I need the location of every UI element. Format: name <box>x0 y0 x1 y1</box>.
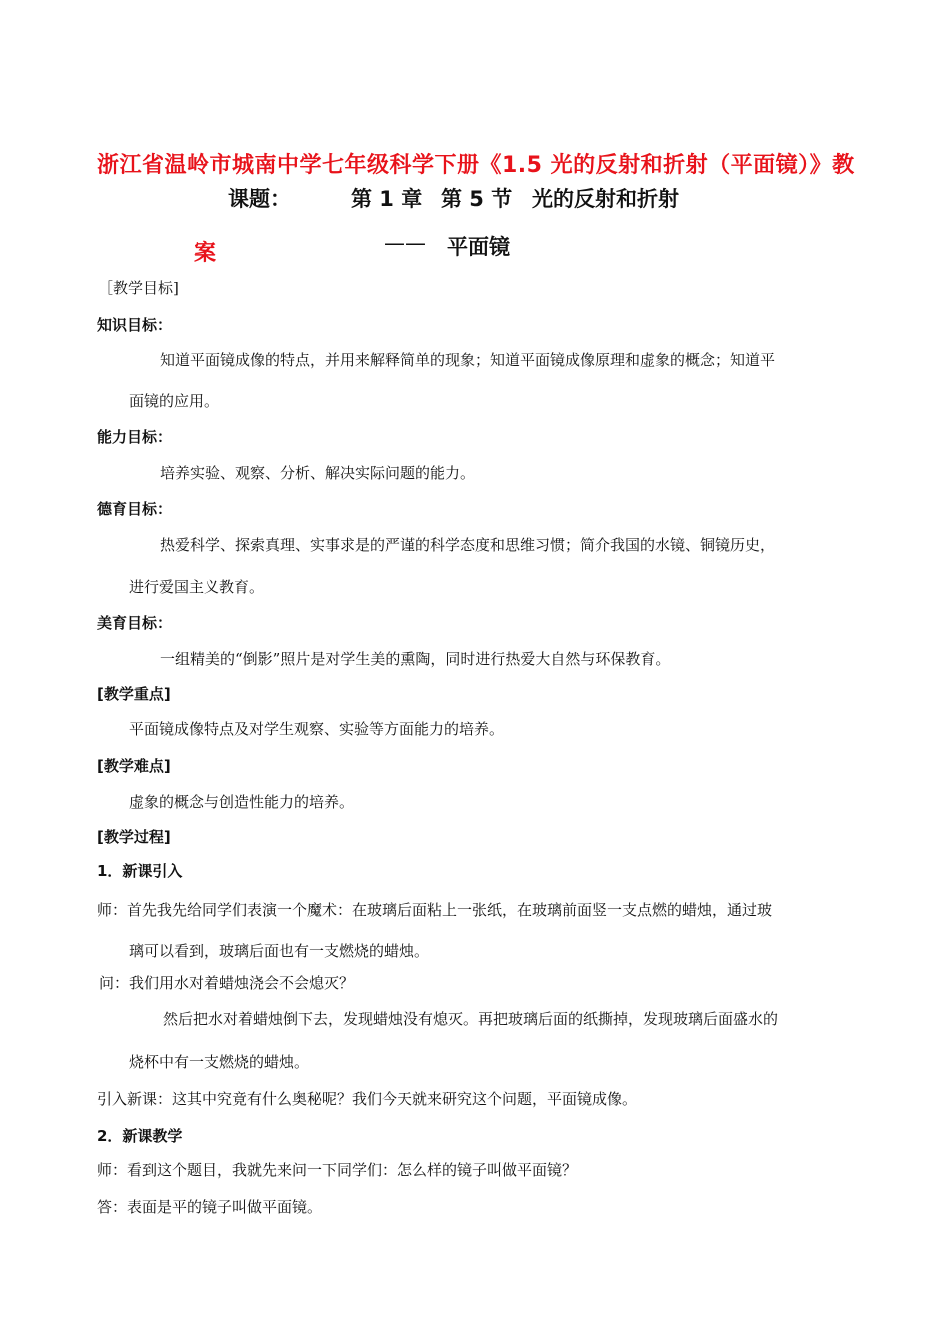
difficulties-header: [教学难点] <box>97 757 171 775</box>
difficulties-text: 虚象的概念与创造性能力的培养。 <box>129 793 355 811</box>
ability-objective-label: 能力目标： <box>97 428 173 446</box>
knowledge-objective-label: 知识目标： <box>97 316 173 334</box>
process-paragraph6-line1: 答：表面是平的镜子叫做平面镜。 <box>97 1198 323 1216</box>
process-paragraph1-line2: 璃可以看到，玻璃后面也有一支燃烧的蜡烛。 <box>129 942 430 960</box>
document-title-line1: 浙江省温岭市城南中学七年级科学下册《1.5 光的反射和折射（平面镜）》教 <box>97 153 855 178</box>
process-paragraph5-line1: 师：看到这个题目，我就先来问一下同学们：怎么样的镜子叫做平面镜？ <box>97 1161 578 1179</box>
process-paragraph3-line1: 然后把水对着蜡烛倒下去，发现蜡烛没有熄灭。再把玻璃后面的纸撕掉，发现玻璃后面盛水的 <box>163 1010 779 1028</box>
moral-objective-text-line1: 热爱科学、探索真理、实事求是的严谨的科学态度和思维习惯；简介我国的水镜、铜镜历史， <box>160 536 776 554</box>
moral-objective-text-line2: 进行爱国主义教育。 <box>129 578 265 596</box>
knowledge-objective-text-line1: 知道平面镜成像的特点，并用来解释简单的现象；知道平面镜成像原理和虚象的概念；知道平 <box>160 351 776 369</box>
objectives-header: ［教学目标] <box>98 279 179 297</box>
lesson-subtitle: 平面镜 <box>447 235 510 259</box>
lesson-name: 光的反射和折射 <box>532 187 679 211</box>
knowledge-objective-text-line2: 面镜的应用。 <box>129 392 220 410</box>
step2-label: 2．新课教学 <box>97 1127 183 1145</box>
ability-objective-text: 培养实验、观察、分析、解决实际问题的能力。 <box>160 464 476 482</box>
key-points-header: [教学重点] <box>97 685 171 703</box>
lesson-chapter: 第 1 章 <box>351 187 423 211</box>
lesson-section: 第 5 节 <box>441 187 513 211</box>
key-points-text: 平面镜成像特点及对学生观察、实验等方面能力的培养。 <box>129 720 505 738</box>
aesthetic-objective-label: 美育目标： <box>97 614 173 632</box>
step1-label: 1．新课引入 <box>97 862 183 880</box>
lesson-label: 课题： <box>228 187 291 211</box>
process-header: [教学过程] <box>97 828 171 846</box>
process-paragraph3-line2: 烧杯中有一支燃烧的蜡烛。 <box>129 1053 310 1071</box>
process-paragraph1-line1: 师：首先我先给同学们表演一个魔术：在玻璃后面粘上一张纸，在玻璃前面竖一支点燃的蜡烛，通过玻 <box>97 901 773 919</box>
process-paragraph2-line1: 问：我们用水对着蜡烛浇会不会熄灭？ <box>99 974 355 992</box>
lesson-dash: —— <box>384 231 426 255</box>
document-title-line2: 案 <box>194 241 217 266</box>
aesthetic-objective-text: 一组精美的“倒影”照片是对学生美的熏陶，同时进行热爱大自然与环保教育。 <box>160 650 671 668</box>
moral-objective-label: 德育目标： <box>97 500 173 518</box>
process-paragraph4-line1: 引入新课：这其中究竟有什么奥秘呢？我们今天就来研究这个问题，平面镜成像。 <box>97 1090 638 1108</box>
